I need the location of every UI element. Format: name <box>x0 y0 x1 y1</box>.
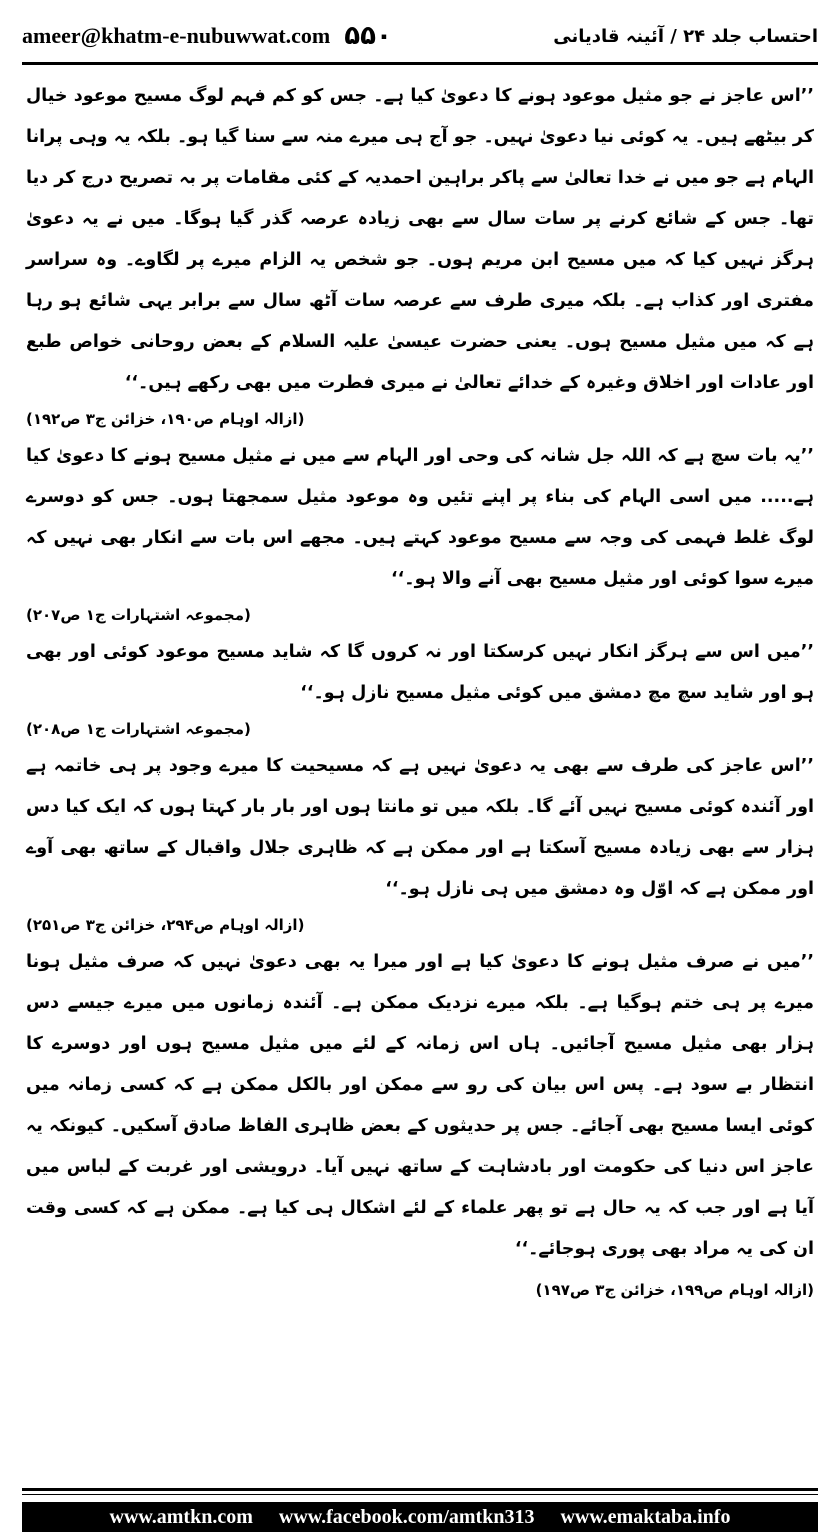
page-header <box>22 14 818 58</box>
quote-text: ’’میں نے صرف مثیل ہونے کا دعویٰ کیا ہے اور میرا یہ بھی دعویٰ نہیں کہ صرف مثیل ہونا میرے پر ہی ختم ہوگیا ہے۔ بلکہ میرے نزدیک ممکن ہے۔ آئندہ زمانوں میں میرے جیسے دس ہزار بھی مثیل مسیح آجائیں۔ ہاں اس زمانہ کے لئے میں مثیل مسیح ہوں اور دوسرے کا انتظار بے سود ہے۔ پس اس بیان کی رو سے ممکن اور بالکل ممکن ہے کہ کسی زمانہ میں کوئی ایسا مسیح بھی آجائے۔ جس پر حدیثوں کے بعض ظاہری الفاظ صادق آسکیں۔ کیونکہ یہ عاجز اس دنیا کی حکومت اور بادشاہت کے ساتھ نہیں آیا۔ درویشی اور غربت کے لباس میں آیا ہے اور جب کہ یہ حال ہے تو پھر علماء کے لئے اشکال ہی کیا ہے۔ ممکن ہے کہ کسی وقت ان کی یہ مراد بھی پوری ہوجائے۔‘‘ <box>26 952 814 1259</box>
book-title: احتساب جلد ۲۴ / آئینہ قادیانی <box>553 25 818 47</box>
quote-2 <box>26 436 814 632</box>
quote-text: ’’اس عاجز نے جو مثیل موعود ہونے کا دعویٰ کیا ہے۔ جس کو کم فہم لوگ مسیح موعود خیال کر بیٹھے ہیں۔ یہ کوئی نیا دعویٰ نہیں۔ جو آج ہی میرے منہ سے سنا گیا ہو۔ بلکہ یہ وہی پرانا الہام ہے جو میں نے خدا تعالیٰ سے پاکر براہین احمدیہ کے کئی مقامات پر بہ تصریح درج کر دیا تھا۔ جس کے شائع کرنے پر سات سال سے بھی زیادہ عرصہ گذر گیا ہوگا۔ میں نے یہ دعویٰ ہرگز نہیں کیا کہ میں مسیح ابن مریم ہوں۔ جو شخص یہ الزام میرے پر لگاوے۔ وہ سراسر مفتری اور کذاب ہے۔ بلکہ میری طرف سے عرصہ سات آٹھ سال سے برابر یہی شائع ہو رہا ہے کہ میں مثیل مسیح ہوں۔ یعنی حضرت عیسیٰ علیہ السلام کے بعض روحانی خواص طبع اور عادات اور اخلاق وغیرہ کے خدائے تعالیٰ نے میری فطرت میں بھی رکھے ہیں۔‘‘ <box>26 86 814 393</box>
quote-text: ’’میں اس سے ہرگز انکار نہیں کرسکتا اور نہ کروں گا کہ شاید مسیح موعود کوئی اور بھی ہو اور شاید سچ مچ دمشق میں کوئی مثیل مسیح نازل ہو۔‘‘ <box>26 642 814 703</box>
quote-3 <box>26 632 814 746</box>
footer-link-emaktaba[interactable]: www.emaktaba.info <box>560 1505 731 1528</box>
header-left <box>22 21 392 51</box>
footer-divider-thin <box>22 1494 818 1495</box>
footer-link-amtkn[interactable]: www.amtkn.com <box>109 1505 253 1528</box>
quote-4 <box>26 746 814 942</box>
page-footer <box>22 1502 818 1532</box>
quote-reference: (مجموعہ اشتہارات ج۱ ص۲۰۷) <box>26 606 251 624</box>
quote-reference: (ازالہ اوہام ص۲۹۴، خزائن ج۳ ص۲۵۱) <box>26 916 305 934</box>
header-divider <box>22 62 818 65</box>
page-body <box>26 76 814 1310</box>
quote-reference: (ازالہ اوہام ص۱۹۰، خزائن ج۳ ص۱۹۲) <box>26 410 305 428</box>
quote-reference: (ازالہ اوہام ص۱۹۹، خزائن ج۳ ص۱۹۷) <box>535 1281 814 1299</box>
page-number: ۵۵۰ <box>344 21 392 51</box>
footer-divider <box>22 1488 818 1491</box>
quote-5 <box>26 942 814 1310</box>
email-address[interactable]: ameer@khatm-e-nubuwwat.com <box>22 23 331 48</box>
footer-link-facebook[interactable]: www.facebook.com/amtkn313 <box>278 1505 535 1528</box>
quote-1 <box>26 76 814 436</box>
quote-text: ’’یہ بات سچ ہے کہ اللہ جل شانہ کی وحی اور الہام سے میں نے مثیل مسیح ہونے کا دعویٰ کیا ہے..... میں اسی الہام کی بناء پر اپنے تئیں وہ موعود مثیل سمجھتا ہوں۔ جس کو دوسرے لوگ غلط فہمی کی وجہ سے مسیح موعود کہتے ہیں۔ مجھے اس بات سے انکار بھی نہیں کہ میرے سوا کوئی اور مثیل مسیح بھی آنے والا ہو۔‘‘ <box>26 446 814 589</box>
quote-text: ’’اس عاجز کی طرف سے بھی یہ دعویٰ نہیں ہے کہ مسیحیت کا میرے وجود پر ہی خاتمہ ہے اور آئندہ کوئی مسیح نہیں آئے گا۔ بلکہ میں تو مانتا ہوں اور بار بار کہتا ہوں کہ ایک کیا دس ہزار سے بھی زیادہ مسیح آسکتا ہے اور ممکن ہے کہ ظاہری جلال واقبال کے ساتھ بھی آوے اور ممکن ہے کہ اوّل وہ دمشق میں ہی نازل ہو۔‘‘ <box>26 756 814 899</box>
quote-reference: (مجموعہ اشتہارات ج۱ ص۲۰۸) <box>26 720 251 738</box>
